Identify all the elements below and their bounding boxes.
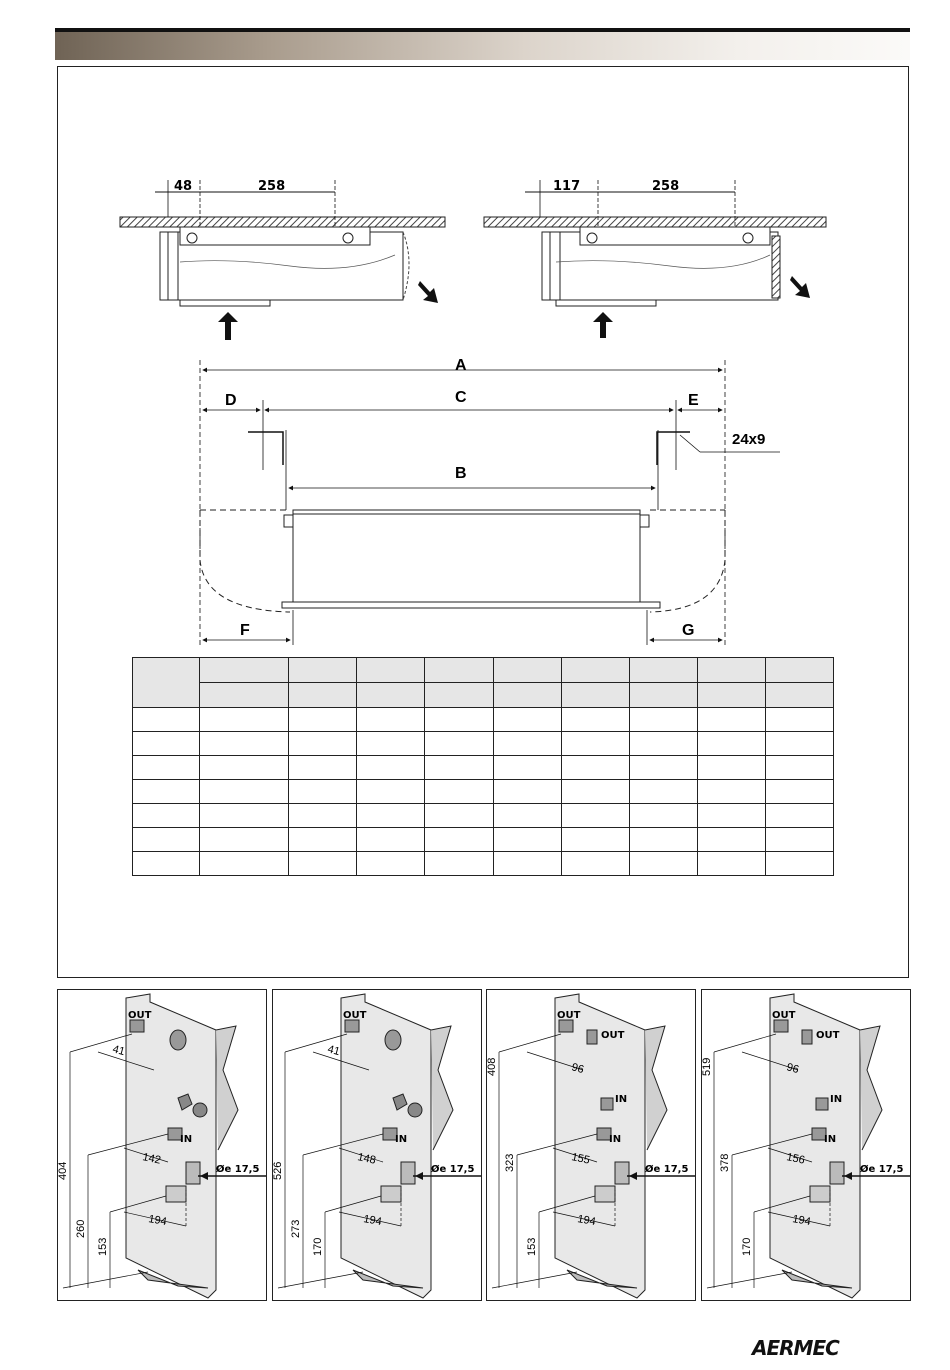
brackets: [248, 432, 690, 465]
coil-connection-panel: [57, 989, 267, 1301]
dim-horizontal-3: 194: [791, 1213, 812, 1229]
dim-horizontal-2: 156: [785, 1151, 806, 1167]
out2-label: OUT: [816, 1030, 840, 1041]
pipe-diameter-label: Øe 17,5: [431, 1164, 475, 1175]
dim-mid: 273: [290, 1219, 302, 1238]
brand-logo: AERMEC: [752, 1336, 839, 1360]
in-label: IN: [609, 1134, 622, 1145]
out-label: OUT: [128, 1010, 152, 1021]
table-row: [133, 852, 834, 876]
in-label: IN: [180, 1134, 193, 1145]
dim-low: 153: [526, 1237, 538, 1256]
coil-connection-panel: [272, 989, 482, 1301]
dim-low: 153: [97, 1237, 109, 1256]
coil-connection-panel: [486, 989, 696, 1301]
dim-horizontal-1: 41: [326, 1043, 342, 1059]
drain-plate: [166, 1186, 186, 1202]
dimension-diagram: [0, 0, 950, 660]
label-d: D: [225, 392, 237, 409]
unit-view-left: [120, 179, 445, 340]
dim-total: 408: [487, 1057, 498, 1076]
table-header-row: [133, 683, 834, 708]
slot-size-label: 24x9: [732, 431, 766, 448]
dimensions-table: [132, 657, 834, 876]
pipe-diameter-label: Øe 17,5: [645, 1164, 689, 1175]
dim-total: 526: [273, 1161, 284, 1180]
table-row: [133, 828, 834, 852]
table-row: [133, 804, 834, 828]
dim-mid: 378: [719, 1153, 731, 1172]
out-label: OUT: [343, 1010, 367, 1021]
in2-label: IN: [830, 1094, 843, 1105]
dim-258-left: 258: [258, 179, 286, 194]
pipe-diameter-label: Øe 17,5: [216, 1164, 260, 1175]
table-header-row: [133, 658, 834, 683]
out2-label: OUT: [601, 1030, 625, 1041]
dim-horizontal-2: 148: [356, 1151, 377, 1167]
dim-low: 170: [741, 1237, 753, 1256]
label-b: B: [455, 465, 467, 482]
drain-plate: [595, 1186, 615, 1202]
label-e: E: [688, 392, 699, 409]
out-label: OUT: [772, 1010, 796, 1021]
in2-label: IN: [615, 1094, 628, 1105]
unit-view-right: [484, 179, 826, 338]
table-row: [133, 756, 834, 780]
dim-total: 519: [702, 1057, 713, 1076]
label-c: C: [455, 389, 467, 406]
dim-117: 117: [553, 179, 581, 194]
drain-plate: [810, 1186, 830, 1202]
table-row: [133, 708, 834, 732]
in-label: IN: [395, 1134, 408, 1145]
in-label: IN: [824, 1134, 837, 1145]
dim-258-right: 258: [652, 179, 680, 194]
dim-mid: 260: [75, 1219, 87, 1238]
pipe-diameter-label: Øe 17,5: [860, 1164, 904, 1175]
dim-low: 170: [312, 1237, 324, 1256]
dim-horizontal-2: 142: [141, 1151, 162, 1167]
table-corner-cell: [133, 658, 200, 708]
dim-total: 404: [58, 1161, 69, 1180]
unit-front-view: [200, 510, 725, 612]
label-f: F: [240, 622, 250, 639]
dim-horizontal-1: 96: [785, 1061, 801, 1077]
dim-48: 48: [174, 179, 193, 194]
dim-horizontal-3: 194: [576, 1213, 597, 1229]
dim-horizontal-1: 96: [570, 1061, 586, 1077]
dim-horizontal-3: 194: [147, 1213, 168, 1229]
coil-connection-panel: [701, 989, 911, 1301]
dim-mid: 323: [504, 1153, 516, 1172]
out-label: OUT: [557, 1010, 581, 1021]
label-g: G: [682, 622, 695, 639]
table-row: [133, 780, 834, 804]
dim-horizontal-3: 194: [362, 1213, 383, 1229]
label-a: A: [455, 357, 467, 374]
dim-horizontal-1: 41: [111, 1043, 127, 1059]
dim-horizontal-2: 155: [570, 1151, 591, 1167]
drain-plate: [381, 1186, 401, 1202]
table-row: [133, 732, 834, 756]
